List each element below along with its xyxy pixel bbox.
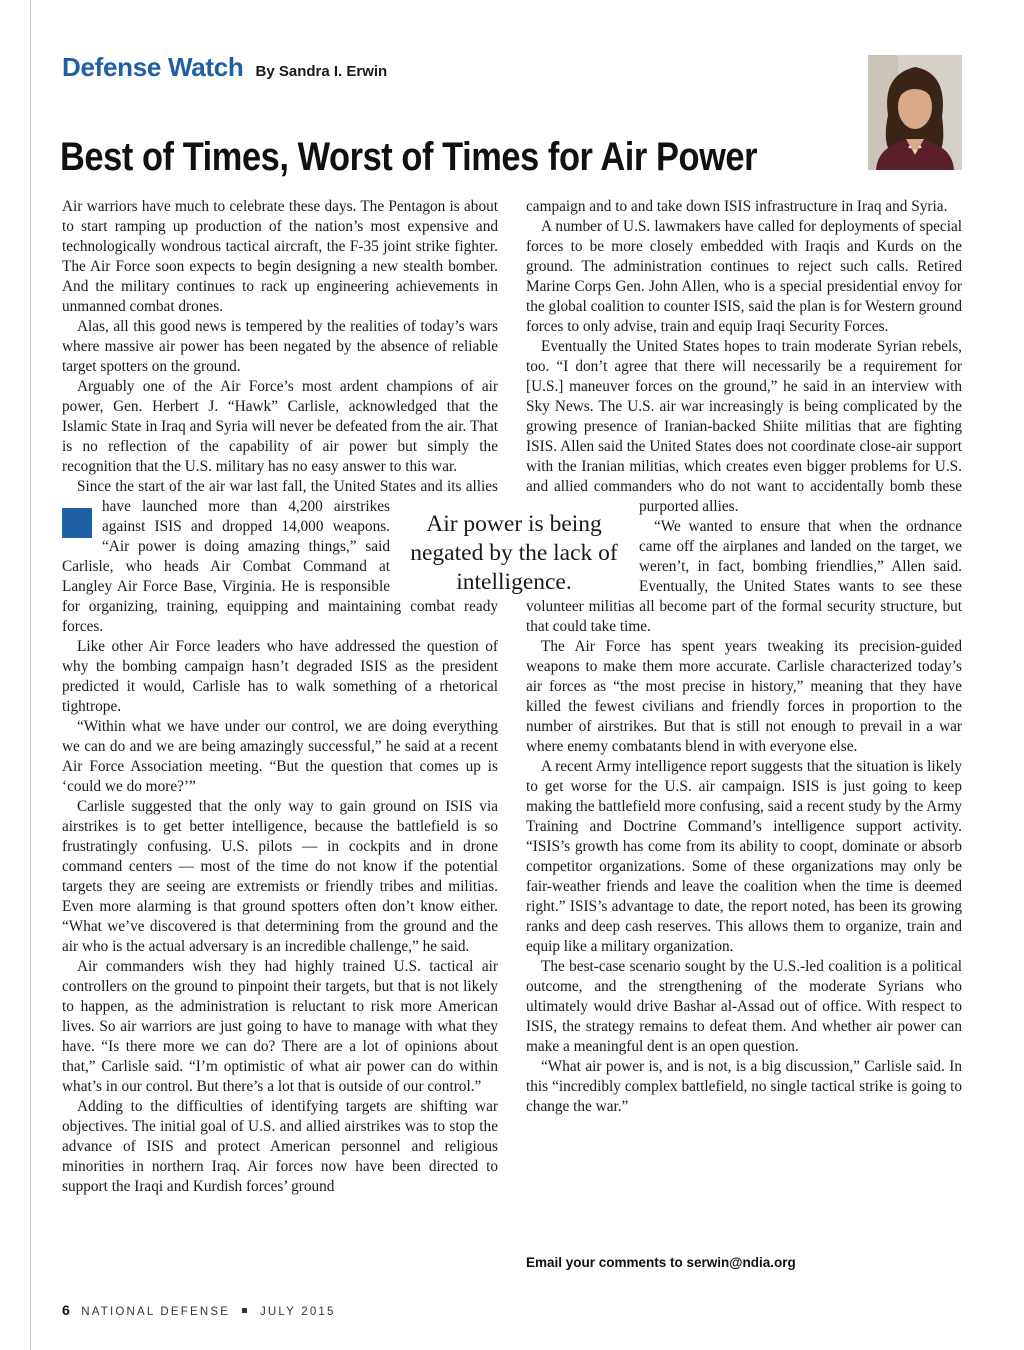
separator-square-icon [242, 1308, 247, 1313]
page-number: 6 [62, 1302, 70, 1318]
author-photo [868, 55, 962, 170]
drop-cap-square [62, 508, 92, 538]
paragraph: Like other Air Force leaders who have addressed the question of why the bombing campaign hasn’t degraded ISIS as the president predicted it would, Carlisle has to walk something of a rhetorical tightrope. [62, 638, 498, 715]
paragraph: The Air Force has spent years tweaking its precision-guided weapons to make them more accurate. Carlisle characterized today’s air forces as “the most precise in history,” meaning that they have killed the fewest civilians and friendly forces in proportion to the number of airstrikes. But that is still not enough to prevail in a war where enemy combatants blend in with everyone else. [526, 638, 962, 755]
headline: Best of Times, Worst of Times for Air Power [60, 135, 758, 179]
byline: By Sandra I. Erwin [255, 63, 388, 80]
paragraph: Air commanders wish they had highly trained U.S. tactical air controllers on the ground to pinpoint their targets, but that is not likely to happen, as the administration is reluctant to risk more American lives. So air warriors are just going to have to manage with what they have. “Is there more we can do? There are a lot of opinions about that,” Carlisle said. “I’m optimistic of what air power can do within what’s in our control. But there’s a lot that is outside of our control.” [62, 958, 498, 1095]
column-header [62, 52, 387, 83]
publication-name: NATIONAL DEFENSE [81, 1306, 231, 1318]
paragraph [62, 197, 498, 317]
article-column-left [62, 197, 498, 1197]
pull-quote-space-right [526, 497, 639, 587]
paragraph: Adding to the difficulties of identifying targets are shifting war objectives. The initial goal of U.S. and allied airstrikes was to stop the advance of ISIS and protect American personnel and religious minorities in northern Iraq. Air forces now have been directed to support the Iraqi and Kurdish forces’ ground [62, 1098, 498, 1195]
email-comments-line: Email your comments to serwin@ndia.org [526, 1255, 796, 1270]
paragraph: Arguably one of the Air Force’s most ardent champions of air power, Gen. Herbert J. “Hawk” Carlisle, acknowledged that the Islamic State in Iraq and Syria will never be defeated from the air. That is no reflection of the capability of air power but simply the recognition that the U.S. military has no easy answer to this war. [62, 378, 498, 475]
pull-quote: Air power is being negated by the lack of intelligence. [410, 511, 618, 595]
issue-date: JULY 2015 [259, 1306, 336, 1318]
page-margin-rule [30, 0, 31, 1350]
page-footer [62, 1302, 336, 1318]
paragraph: A number of U.S. lawmakers have called for deployments of special forces to be more closely embedded with Iraqis and Kurds on the ground. The administration continues to reject such calls. Retired Marine Corps Gen. John Allen, who is a special presidential envoy for the global coalition to counter ISIS, said the plan is for Western ground forces to only advise, train and equip Iraqi Security Forces. [526, 218, 962, 335]
article-column-right [526, 197, 962, 1117]
paragraph: A recent Army intelligence report suggests that the situation is likely to get worse for the U.S. air campaign. ISIS is just going to keep making the battlefield more confusing, said a recent study by the Army Training and Doctrine Command’s intelligence support activity. “ISIS’s growth has come from its ability to coopt, dominate or absorb competitor organizations. Some of these organizations may only be fair-weather friends and leave the coalition when the time is deemed right.” ISIS’s advantage to date, the report noted, has been its growing ranks and deep cash reserves. This allows them to organize, train and equip like a military organization. [526, 758, 962, 955]
paragraph: “Within what we have under our control, we are doing everything we can do and we are being amazingly successful,” he said at a recent Air Force Association meeting. “But the question that comes up is ‘could we do more?’” [62, 718, 498, 795]
author-portrait-illustration [868, 55, 962, 170]
paragraph: Carlisle suggested that the only way to gain ground on ISIS via airstrikes is to get better intelligence, because the battlefield is so frustratingly confusing. U.S. pilots — in cockpits and in drone command centers — most of the time do not know if the potential targets they are seeing are extremists or friendly tribes and militias. Even more alarming is that ground spotters often don’t know either. “What we’ve discovered is that determining from the ground and the air who is the actual adversary is an incredible challenge,” he said. [62, 798, 498, 955]
paragraph: Since the start of the air war last fall, the United States and its allies have launched more than 4,200 airstrikes against ISIS and dropped 14,000 weapons. “Air power is doing amazing things,” said Carlisle, who heads Air Combat Command at Langley Air Force Base, Virginia. He is responsible for organizing, training, equipping and maintaining combat ready forces. [62, 478, 498, 635]
paragraph: Alas, all this good news is tempered by the realities of today’s wars where massive air power has been negated by the absence of reliable target spotters on the ground. [62, 318, 498, 375]
paragraph: The best-case scenario sought by the U.S.-led coalition is a political outcome, and the strengthening of the moderate Syrians who ultimately would drive Bashar al-Assad out of office. With respect to ISIS, the strategy remains to defeat them. And whether air power can make a meaningful dent is an open question. [526, 958, 962, 1055]
paragraph: Eventually the United States hopes to train moderate Syrian rebels, too. “I don’t agree that there will necessarily be a requirement for [U.S.] maneuver forces on the ground,” he said in an interview with Sky News. The U.S. air war increasingly is being complicated by the growing presence of Iranian-backed Shiite militias that are fighting ISIS. Allen said the United States does not coordinate close-air support with the Iranian militias, which creates even bigger problems for U.S. and allied commanders who do not want to accidentally bomb these purported allies. [526, 338, 962, 515]
paragraph: “We wanted to ensure that when the ordnance came off the airplanes and landed on the target, we weren’t, in fact, bombing friendlies,” Allen said. Eventually, the United States wants to see these volunteer militias all become part of the formal security structure, but that could take time. [526, 518, 962, 635]
paragraph-text: Air warriors have much to celebrate these days. The Pentagon is about to start ramping up production of the nation’s most expensive and technologically wondrous tactical aircraft, the F-35 joint strike fighter. The Air Force soon expects to begin designing a new stealth bomber. And the military continues to rack up engineering achievements in unmanned combat drones. [62, 198, 498, 315]
paragraph: “What air power is, and is not, is a big discussion,” Carlisle said. In this “incredibly complex battlefield, no single tactical strike is going to change the war.” [526, 1058, 962, 1115]
paragraph: campaign and to and take down ISIS infrastructure in Iraq and Syria. [526, 198, 948, 215]
column-name: Defense Watch [62, 52, 244, 82]
